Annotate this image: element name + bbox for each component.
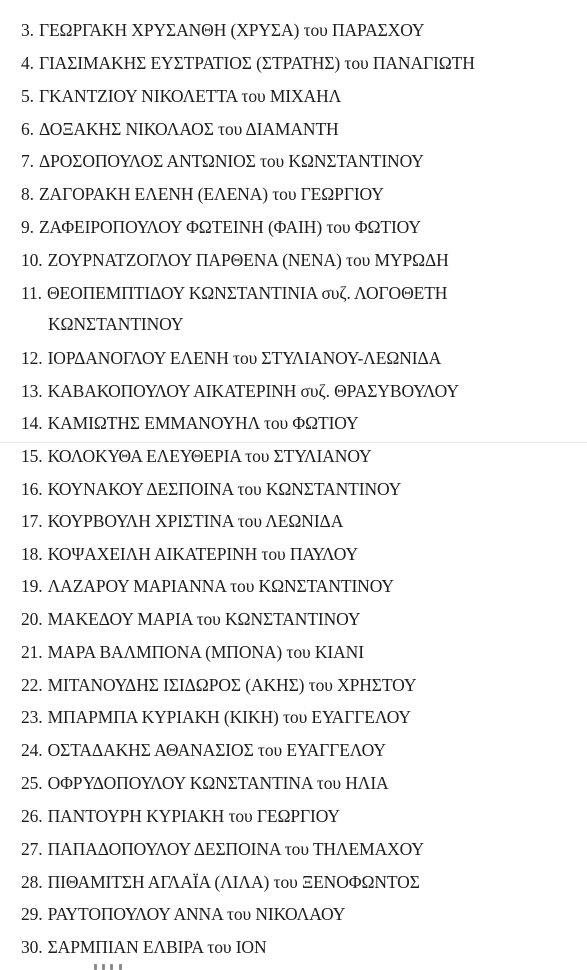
list-item-name: ΚΑΒΑΚΟΠΟΥΛΟΥ ΑΙΚΑΤΕΡΙΝΗ συζ. ΘΡΑΣΥΒΟΥΛΟΥ <box>47 381 459 401</box>
list-item-number: 21. <box>21 642 43 662</box>
list-item-name: ΛΑΖΑΡΟΥ ΜΑΡΙΑΝΝΑ του ΚΩΝΣΤΑΝΤΙΝΟΥ <box>47 576 394 596</box>
list-item <box>21 936 581 958</box>
list-item-number: 10. <box>21 250 43 270</box>
list-item-name: ΖΟΥΡΝΑΤΖΟΓΛΟΥ ΠΑΡΘΕΝΑ (ΝΕΝΑ) του ΜΥΡΩΔΗ <box>47 250 449 270</box>
list-item-name: ΙΟΡΔΑΝΟΓΛΟΥ ΕΛΕΝΗ του ΣΤΥΛΙΑΝΟΥ-ΛΕΩΝΙΔΑ <box>47 348 442 368</box>
list-item-number: 13. <box>21 381 43 401</box>
list-item-name: ΚΟΨΑΧΕΙΛΗ ΑΙΚΑΤΕΡΙΝΗ του ΠΑΥΛΟΥ <box>47 544 358 564</box>
list-item <box>21 478 581 500</box>
list-item <box>21 445 581 467</box>
cut-off-next-line <box>92 962 132 970</box>
list-item-name: ΓΚΑΝΤΖΙΟΥ ΝΙΚΟΛΕΤΤΑ του ΜΙΧΑΗΛ <box>38 86 342 106</box>
list-item-number: 14. <box>21 413 43 433</box>
list-item-name: ΖΑΓΟΡΑΚΗ ΕΛΕΝΗ (ΕΛΕΝΑ) του ΓΕΩΡΓΙΟΥ <box>38 184 384 204</box>
list-item-name: ΟΦΡΥΔΟΠΟΥΛΟΥ ΚΩΝΣΤΑΝΤΙΝΑ του ΗΛΙΑ <box>47 773 389 793</box>
list-item <box>21 641 581 663</box>
list-item-name: ΚΟΥΝΑΚΟΥ ΔΕΣΠΟΙΝΑ του ΚΩΝΣΤΑΝΤΙΝΟΥ <box>47 479 402 499</box>
list-item <box>21 575 581 597</box>
list-item <box>21 150 581 172</box>
list-item <box>21 772 581 794</box>
list-item-number: 22. <box>21 675 43 695</box>
list-item-number: 17. <box>21 511 43 531</box>
list-item <box>21 19 581 41</box>
list-item <box>21 838 581 860</box>
list-item <box>21 608 581 630</box>
list-item <box>21 380 581 402</box>
list-item-name: ΠΑΠΑΔΟΠΟΥΛΟΥ ΔΕΣΠΟΙΝΑ του ΤΗΛΕΜΑΧΟΥ <box>47 839 424 859</box>
list-item-name: ΚΟΥΡΒΟΥΛΗ ΧΡΙΣΤΙΝΑ του ΛΕΩΝΙΔΑ <box>47 511 344 531</box>
list-item-number: 15. <box>21 446 43 466</box>
list-item-number: 26. <box>21 806 43 826</box>
list-item-number: 30. <box>21 937 43 957</box>
list-item-number: 16. <box>21 479 43 499</box>
list-item-name: ΓΕΩΡΓΑΚΗ ΧΡΥΣΑΝΘΗ (ΧΡΥΣΑ) του ΠΑΡΑΣΧΟΥ <box>38 20 425 40</box>
list-item-number: 12. <box>21 348 43 368</box>
list-item <box>21 739 581 761</box>
list-item-name: ΜΑΚΕΔΟΥ ΜΑΡΙΑ του ΚΩΝΣΤΑΝΤΙΝΟΥ <box>47 609 361 629</box>
list-item-name: ΜΠΑΡΜΠΑ ΚΥΡΙΑΚΗ (ΚΙΚΗ) του ΕΥΑΓΓΕΛΟΥ <box>47 707 411 727</box>
list-item-name: ΔΡΟΣΟΠΟΥΛΟΣ ΑΝΤΩΝΙΟΣ του ΚΩΝΣΤΑΝΤΙΝΟΥ <box>38 151 424 171</box>
list-item-number: 20. <box>21 609 43 629</box>
list-item-number: 5. <box>21 86 34 106</box>
list-item-number: 4. <box>21 53 34 73</box>
list-item-name: ΠΑΝΤΟΥΡΗ ΚΥΡΙΑΚΗ του ΓΕΩΡΓΙΟΥ <box>47 806 340 826</box>
list-item-number: 29. <box>21 904 43 924</box>
list-item <box>21 871 581 893</box>
list-item-name: ΚΟΛΟΚΥΘΑ ΕΛΕΥΘΕΡΙΑ του ΣΤΥΛΙΑΝΟΥ <box>47 446 372 466</box>
list-item <box>21 706 581 728</box>
list-item-name: ΓΙΑΣΙΜΑΚΗΣ ΕΥΣΤΡΑΤΙΟΣ (ΣΤΡΑΤΗΣ) του ΠΑΝΑΓΙΩΤΗ <box>38 53 475 73</box>
list-item <box>21 118 581 140</box>
list-item-number: 9. <box>21 217 34 237</box>
list-item-number: 3. <box>21 20 34 40</box>
list-item-name: ΣΑΡΜΠΙΑΝ ΕΛΒΙΡΑ του ΙΟΝ <box>47 937 267 957</box>
list-item-number: 19. <box>21 576 43 596</box>
list-item <box>21 510 581 532</box>
list-item-number: 27. <box>21 839 43 859</box>
list-item-name: ΡΑΥΤΟΠΟΥΛΟΥ ΑΝΝΑ του ΝΙΚΟΛΑΟΥ <box>47 904 346 924</box>
list-item-number: 6. <box>21 119 34 139</box>
list-item <box>21 412 581 434</box>
list-item-number: 8. <box>21 184 34 204</box>
list-item <box>21 903 581 925</box>
list-item-name: ΜΑΡΑ ΒΑΛΜΠΟΝΑ (ΜΠΟΝΑ) του ΚΙΑΝΙ <box>47 642 364 662</box>
list-item <box>21 674 581 696</box>
list-item <box>21 183 581 205</box>
list-item <box>21 543 581 565</box>
list-item <box>21 249 581 271</box>
list-item <box>21 216 581 238</box>
scan-seam <box>0 442 587 443</box>
list-item-number: 25. <box>21 773 43 793</box>
list-item-name: ΔΟΞΑΚΗΣ ΝΙΚΟΛΑΟΣ του ΔΙΑΜΑΝΤΗ <box>38 119 339 139</box>
list-item-number: 28. <box>21 872 43 892</box>
list-item <box>21 85 581 107</box>
list-item-name: ΜΙΤΑΝΟΥΔΗΣ ΙΣΙΔΩΡΟΣ (ΑΚΗΣ) του ΧΡΗΣΤΟΥ <box>47 675 417 695</box>
list-item <box>21 52 581 74</box>
list-item-name: ΠΙΘΑΜΙΤΣΗ ΑΓΛΑΪΑ (ΛΙΛΑ) του ΞΕΝΟΦΩΝΤΟΣ <box>47 872 420 892</box>
list-item-number: 11. <box>21 283 42 303</box>
list-item-number: 18. <box>21 544 43 564</box>
list-item-name-continuation: ΚΩΝΣΤΑΝΤΙΝΟΥ <box>48 314 184 334</box>
list-item-name: ΖΑΦΕΙΡΟΠΟΥΛΟΥ ΦΩΤΕΙΝΗ (ΦΑΙΗ) του ΦΩΤΙΟΥ <box>38 217 421 237</box>
list-item-name: ΘΕΟΠΕΜΠΤΙΔΟΥ ΚΩΝΣΤΑΝΤΙΝΙΑ συζ. ΛΟΓΟΘΕΤΗ <box>46 283 448 303</box>
list-item-name: ΟΣΤΑΔΑΚΗΣ ΑΘΑΝΑΣΙΟΣ του ΕΥΑΓΓΕΛΟΥ <box>47 740 386 760</box>
list-item <box>21 347 581 369</box>
list-item-name: ΚΑΜΙΩΤΗΣ ΕΜΜΑΝΟΥΗΛ του ΦΩΤΙΟΥ <box>47 413 359 433</box>
list-item <box>21 282 581 335</box>
list-item-number: 7. <box>21 151 34 171</box>
list-item <box>21 805 581 827</box>
list-item-number: 24. <box>21 740 43 760</box>
list-item-number: 23. <box>21 707 43 727</box>
